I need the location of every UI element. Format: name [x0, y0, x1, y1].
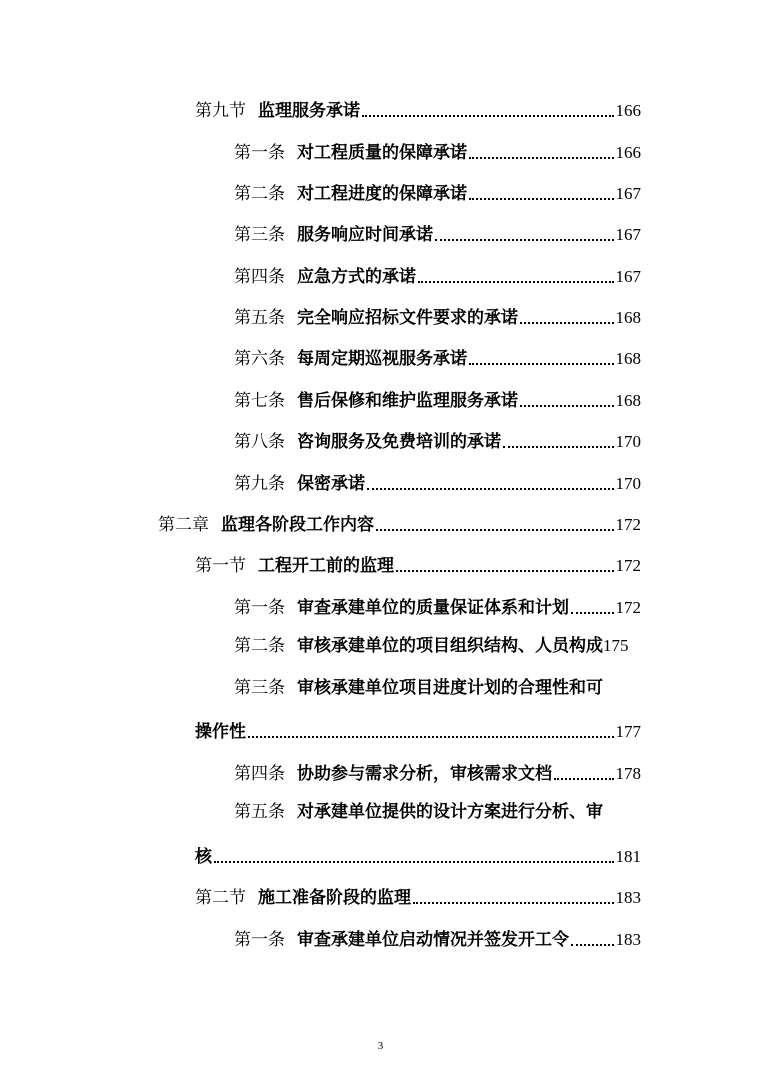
entry-page: 172	[615, 598, 641, 617]
entry-page: 166	[615, 143, 641, 162]
entry-page: 167	[615, 225, 641, 244]
entry-page: 167	[615, 267, 641, 286]
entry-title: 对工程进度的保障承诺	[297, 184, 467, 204]
entry-title: 施工准备阶段的监理	[258, 888, 411, 908]
entry-number: 第三条	[234, 225, 285, 245]
entry-title-continuation: 核	[195, 847, 212, 867]
entry-page: 183	[615, 888, 641, 907]
entry-page: 175	[603, 636, 629, 655]
dot-leader	[435, 231, 614, 241]
entry-number: 第五条	[234, 802, 285, 822]
dot-leader	[418, 273, 614, 283]
dot-leader	[469, 355, 614, 365]
entry-title: 对工程质量的保障承诺	[297, 143, 467, 163]
entry-number: 第二节	[195, 888, 246, 908]
entry-page: 170	[615, 474, 641, 493]
entry-number: 第一节	[195, 556, 246, 576]
entry-title: 对承建单位提供的设计方案进行分析、审	[297, 802, 603, 822]
entry-number: 第二条	[234, 636, 285, 656]
entry-page: 167	[615, 184, 641, 203]
toc-entry-article-3[interactable]	[234, 219, 641, 245]
entry-number: 第二章	[158, 515, 209, 535]
entry-page: 177	[615, 722, 641, 741]
entry-title: 售后保修和维护监理服务承诺	[297, 391, 518, 411]
toc-entry-chapter-2[interactable]	[158, 509, 641, 535]
entry-page: 166	[615, 101, 641, 120]
dot-leader	[396, 562, 614, 572]
toc-entry-article-4b[interactable]	[234, 758, 641, 784]
toc-entry-article-3b-continuation[interactable]	[195, 716, 641, 742]
entry-number: 第一条	[234, 143, 285, 163]
entry-number: 第九条	[234, 474, 285, 494]
entry-title: 工程开工前的监理	[258, 556, 394, 576]
toc-entry-article-3b[interactable]	[234, 675, 603, 701]
entry-number: 第一条	[234, 930, 285, 950]
dot-leader	[367, 480, 614, 490]
toc-entry-article-5b-continuation[interactable]	[195, 841, 641, 867]
dot-leader	[376, 521, 614, 531]
entry-title: 每周定期巡视服务承诺	[297, 349, 467, 369]
toc-entry-section-1[interactable]	[195, 550, 641, 576]
entry-title: 完全响应招标文件要求的承诺	[297, 308, 518, 328]
entry-page: 172	[615, 556, 641, 575]
dot-leader	[554, 770, 614, 780]
toc-entry-article-9[interactable]	[234, 468, 641, 494]
entry-title: 审核承建单位项目进度计划的合理性和可	[297, 678, 603, 698]
entry-page: 172	[615, 515, 641, 534]
dot-leader	[214, 853, 614, 863]
entry-number: 第一条	[234, 598, 285, 618]
toc-entry-article-6[interactable]	[234, 343, 641, 369]
entry-title: 服务响应时间承诺	[297, 225, 433, 245]
entry-number: 第八条	[234, 432, 285, 452]
dot-leader	[248, 728, 614, 738]
entry-title-continuation: 操作性	[195, 722, 246, 742]
toc-entry-section-9[interactable]	[195, 95, 641, 121]
toc-entry-article-1b[interactable]	[234, 592, 641, 618]
entry-number: 第七条	[234, 391, 285, 411]
entry-page: 168	[615, 308, 641, 327]
entry-title: 监理服务承诺	[258, 101, 360, 121]
toc-entry-article-4[interactable]	[234, 261, 641, 287]
entry-number: 第四条	[234, 267, 285, 287]
entry-number: 第四条	[234, 764, 285, 784]
toc-entry-article-5b[interactable]	[234, 799, 603, 825]
entry-page: 183	[615, 930, 641, 949]
entry-title: 应急方式的承诺	[297, 267, 416, 287]
toc-entry-article-8[interactable]	[234, 426, 641, 452]
entry-page: 178	[615, 764, 641, 783]
toc-entry-article-5[interactable]	[234, 302, 641, 328]
entry-number: 第五条	[234, 308, 285, 328]
dot-leader	[520, 314, 614, 324]
entry-page: 170	[615, 432, 641, 451]
entry-page: 168	[615, 349, 641, 368]
entry-number: 第九节	[195, 101, 246, 121]
dot-leader	[503, 438, 614, 448]
dot-leader	[571, 936, 614, 946]
entry-title: 审查承建单位的质量保证体系和计划	[297, 598, 569, 618]
dot-leader	[571, 604, 614, 614]
entry-number: 第六条	[234, 349, 285, 369]
entry-page: 168	[615, 391, 641, 410]
dot-leader	[362, 107, 614, 117]
dot-leader	[520, 397, 614, 407]
toc-entry-section-2[interactable]	[195, 882, 641, 908]
dot-leader	[413, 894, 614, 904]
entry-title: 咨询服务及免费培训的承诺	[297, 432, 501, 452]
toc-entry-article-1c[interactable]	[234, 924, 641, 950]
entry-title: 审核承建单位的项目组织结构、人员构成	[297, 636, 603, 656]
page-number: 3	[377, 1040, 384, 1052]
entry-title: 审查承建单位启动情况并签发开工令	[297, 930, 569, 950]
toc-entry-article-1[interactable]	[234, 137, 641, 163]
entry-number: 第二条	[234, 184, 285, 204]
entry-number: 第三条	[234, 678, 285, 698]
entry-title: 保密承诺	[297, 474, 365, 494]
entry-title: 协助参与需求分析，审核需求文档	[297, 764, 552, 784]
toc-entry-article-7[interactable]	[234, 385, 641, 411]
entry-page: 181	[615, 847, 641, 866]
dot-leader	[469, 149, 614, 159]
toc-entry-article-2b[interactable]	[234, 633, 629, 659]
toc-entry-article-2[interactable]	[234, 178, 641, 204]
dot-leader	[469, 190, 614, 200]
entry-title: 监理各阶段工作内容	[221, 515, 374, 535]
